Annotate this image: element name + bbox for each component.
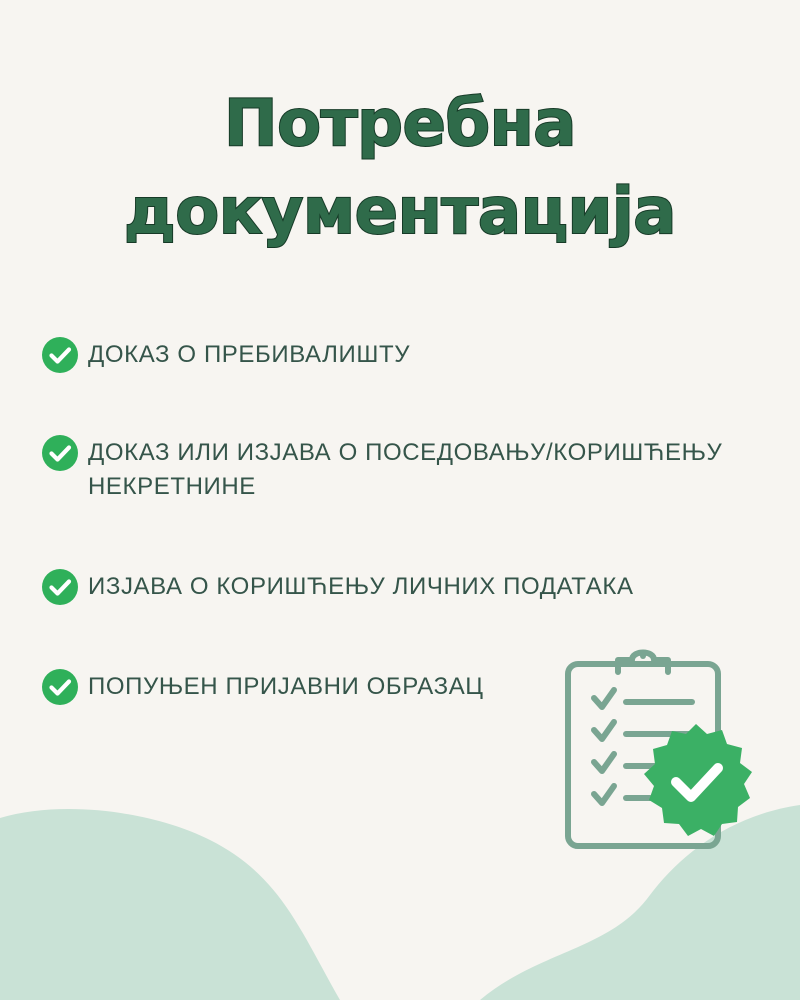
clipboard-checklist-icon xyxy=(560,644,760,854)
check-circle-icon xyxy=(42,337,78,373)
list-item xyxy=(42,568,782,605)
verified-badge-icon xyxy=(644,724,752,836)
background-blob-left xyxy=(0,800,380,1000)
check-circle-icon xyxy=(42,669,78,705)
list-item-text: ИЗЈАВА О КОРИШЋЕЊУ ЛИЧНИХ ПОДАТАКА xyxy=(88,573,634,600)
check-circle-icon xyxy=(42,569,78,605)
list-item xyxy=(42,336,782,373)
page-title xyxy=(0,80,800,256)
page-title-line-1: Потребна xyxy=(224,87,576,161)
list-item-text: ДОКАЗ О ПРЕБИВАЛИШТУ xyxy=(88,341,411,368)
list-item-text: ПОПУЊЕН ПРИЈАВНИ ОБРАЗАЦ xyxy=(88,673,484,700)
page-title-line-2: документација xyxy=(124,175,676,249)
list-item-text: ДОКАЗ ИЛИ ИЗЈАВА О ПОСЕДОВАЊУ/КОРИШЋЕЊУ НЕКРЕТНИНЕ xyxy=(88,439,723,500)
check-circle-icon xyxy=(42,435,78,471)
list-item xyxy=(42,434,782,504)
